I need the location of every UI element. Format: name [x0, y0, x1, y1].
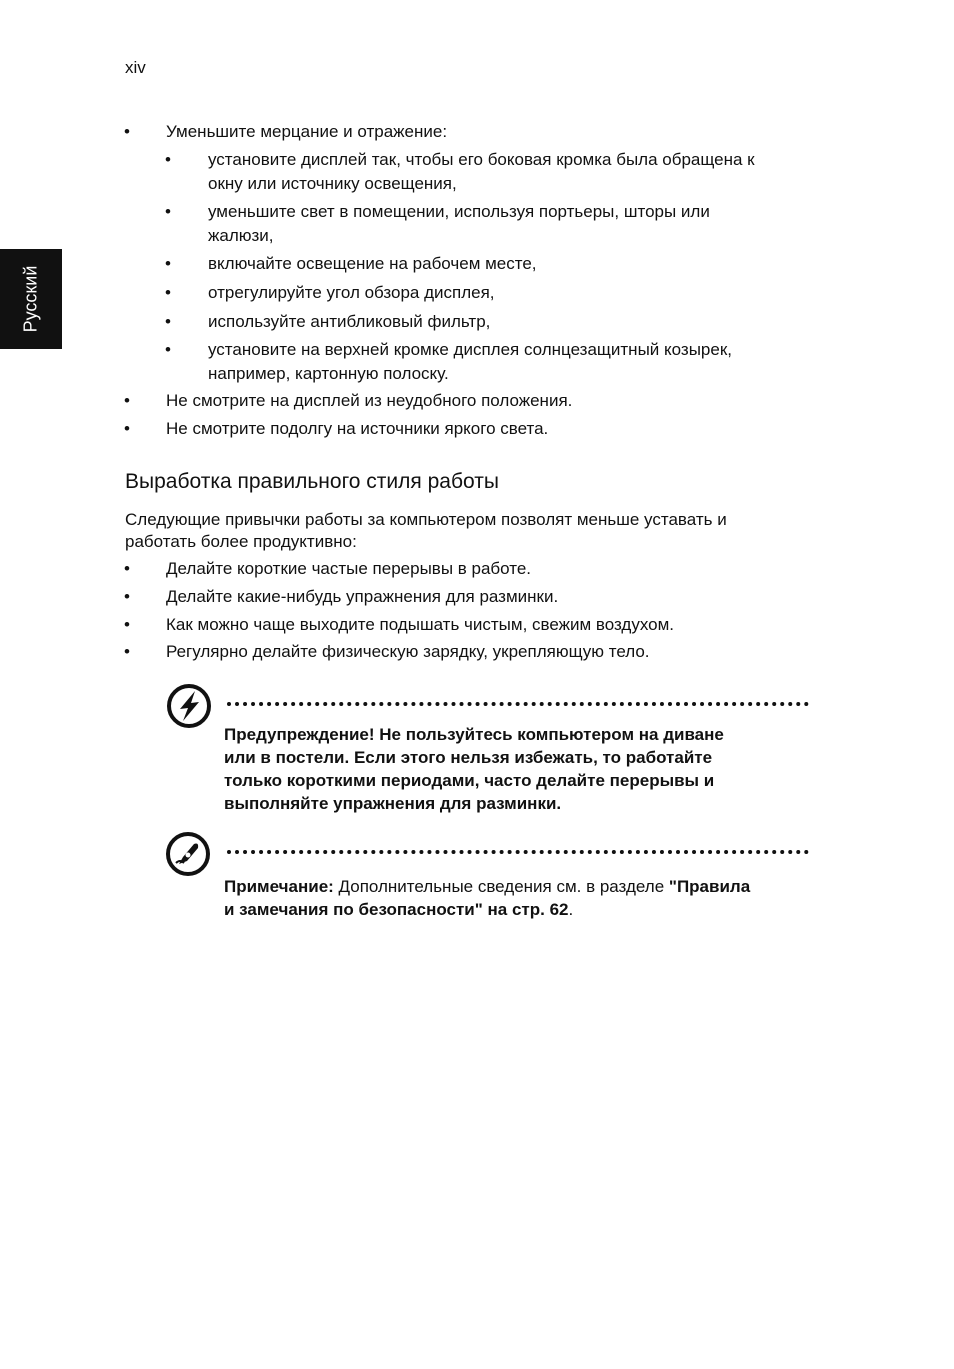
sub-list-item: уменьшите свет в помещении, используя портьеры, шторы или	[208, 202, 710, 221]
side-tab-label: Русский	[20, 265, 41, 333]
sub-list-item-cont: окну или источнику освещения,	[208, 174, 457, 193]
warning-text-line: или в постели. Если этого нельзя избежать, то работайте	[224, 748, 713, 767]
bullet-marker: •	[124, 587, 130, 606]
warning-divider	[227, 702, 809, 706]
warning-text-line: только короткими периодами, часто делайте перерывы и	[224, 771, 715, 790]
sub-list-item: используйте антибликовый фильтр,	[208, 312, 491, 331]
sub-list-item: установите на верхней кромке дисплея солнцезащитный козырек,	[208, 340, 732, 359]
sub-list-item-cont: жалюзи,	[208, 226, 274, 245]
bullet-marker: •	[124, 122, 130, 141]
page-number: xiv	[125, 58, 146, 77]
intro-paragraph-cont: работать более продуктивно:	[125, 532, 357, 551]
note-divider	[227, 850, 809, 854]
note-reference-link[interactable]: "Правила	[668, 877, 751, 896]
list-item: Делайте какие-нибудь упражнения для разминки.	[166, 587, 559, 606]
bullet-marker: •	[124, 391, 130, 410]
note-pen-icon	[164, 830, 212, 883]
note-reference-link-cont[interactable]: и замечания по безопасности" на стр. 62	[224, 900, 569, 919]
note-text	[224, 875, 750, 898]
intro-paragraph: Следующие привычки работы за компьютером позволят меньше уставать и	[125, 510, 727, 529]
list-item: Как можно чаще выходите подышать чистым, свежим воздухом.	[166, 615, 675, 634]
note-text-cont	[224, 898, 573, 921]
bullet-marker: •	[165, 150, 171, 169]
list-item: Делайте короткие частые перерывы в работе.	[166, 559, 532, 578]
sub-list-item: отрегулируйте угол обзора дисплея,	[208, 283, 495, 302]
note-label: Примечание:	[224, 877, 334, 896]
bullet-marker: •	[124, 419, 130, 438]
warning-text-line: Предупреждение! Не пользуйтесь компьютером на диване	[224, 725, 724, 744]
bullet-marker: •	[124, 559, 130, 578]
bullet-marker: •	[165, 340, 171, 359]
warning-lightning-icon	[165, 682, 213, 735]
sub-list-item: установите дисплей так, чтобы его боковая кромка была обращена к	[208, 150, 755, 169]
sub-list-item-cont: например, картонную полоску.	[208, 364, 449, 383]
list-item: Не смотрите подолгу на источники яркого света.	[166, 419, 549, 438]
note-body: Дополнительные сведения см. в разделе	[333, 877, 669, 896]
list-item: Регулярно делайте физическую зарядку, укрепляющую тело.	[166, 642, 650, 661]
note-end: .	[568, 900, 574, 919]
sub-list-item: включайте освещение на рабочем месте,	[208, 254, 537, 273]
bullet-marker: •	[165, 283, 171, 302]
bullet-marker: •	[165, 202, 171, 221]
list-item: Уменьшите мерцание и отражение:	[166, 122, 448, 141]
bullet-marker: •	[124, 615, 130, 634]
list-item: Не смотрите на дисплей из неудобного положения.	[166, 391, 573, 410]
language-side-tab	[0, 249, 62, 349]
section-heading: Выработка правильного стиля работы	[125, 470, 499, 493]
bullet-marker: •	[124, 642, 130, 661]
bullet-marker: •	[165, 254, 171, 273]
bullet-marker: •	[165, 312, 171, 331]
warning-text-line: выполняйте упражнения для разминки.	[224, 794, 562, 813]
